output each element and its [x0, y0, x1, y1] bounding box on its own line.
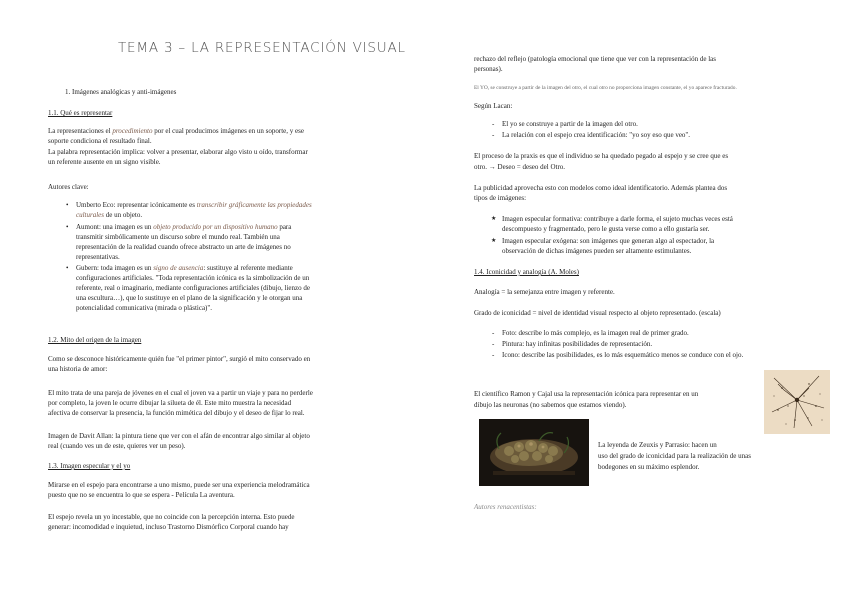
- paragraph-line: tipos de imágenes:: [474, 194, 527, 202]
- list-item: • Aumont: una imagen es un objeto producido por un dispositivo humano para: [76, 223, 291, 232]
- paragraph-line: transmitir simbólicamente un discurso sobre el mundo real. También una: [76, 233, 280, 241]
- paragraph-line: culturales de un objeto.: [76, 211, 143, 219]
- list-item: 1. Imágenes analógicas y anti-imágenes: [65, 88, 177, 96]
- paragraph-line: rechazo del reflejo (patología emocional que tiene que ver con la representación de las: [474, 55, 716, 63]
- paragraph-line: bodegones en su máximo esplendor.: [598, 463, 700, 471]
- page-title: TEMA 3 – LA REPRESENTACIÓN VISUAL: [118, 40, 406, 56]
- paragraph-line: dibujo las neuronas (no sabemos que estamos viendo).: [474, 401, 627, 409]
- paragraph-line: El espejo revela un yo incestable, que no coincide con la percepción interna. Esto puede: [48, 513, 295, 521]
- section-heading: 1.3. Imagen especular y el yo: [48, 462, 131, 470]
- note-text: El YO, se construye a partir de la imagen del otro, el cual otro no proporciona imagen constante, el yo aparece fracturado.: [474, 85, 737, 91]
- autores-label: Autores clave:: [48, 183, 89, 191]
- still-life-painting-image: [479, 419, 589, 486]
- paragraph-line: El proceso de la praxis es que el individuo se ha quedado pegado al espejo y se cree que es: [474, 152, 729, 160]
- paragraph-line: representación de la realidad cuando ofrece abstracto un arte de imágenes no: [76, 243, 291, 251]
- list-item: ★ Imagen especular formativa: contribuye a darle forma, el sujeto muchas veces está: [502, 215, 733, 224]
- lacan-label: Según Lacan:: [474, 102, 513, 110]
- list-item: - La relación con el espejo crea identificación: "yo soy eso que veo".: [502, 131, 690, 140]
- list-item: - Foto: describe lo más complejo, es la imagen real de primer grado.: [502, 329, 689, 338]
- list-item: ★ Imagen especular exógena: son imágenes que generan algo al espectador, la: [502, 237, 714, 246]
- paragraph-line: puesto que no se encuentra lo que se espera - Película La aventura.: [48, 491, 235, 499]
- paragraph-line: El científico Ramon y Cajal usa la representación icónica para representar en un: [474, 390, 699, 398]
- paragraph-line: representativas.: [76, 253, 120, 261]
- paragraph-line: personas).: [474, 65, 503, 73]
- paragraph-line: La representaciones el procedimiento por el cual producimos imágenes en un soporte, y ese: [48, 127, 304, 135]
- paragraph-line: una escultura…), que lo sustituye en el plano de la significación y le otorgan una: [76, 294, 303, 302]
- paragraph-line: descompuesto y fragmentado, pero le gusta verse como a ello gustaría ser.: [502, 225, 710, 233]
- paragraph-line: observación de dichas imágenes pueden ser altamente estimulantes.: [502, 247, 692, 255]
- paragraph-line: La leyenda de Zeuxis y Parrasio: hacen un: [598, 441, 717, 449]
- list-item: • Umberto Eco: representar icónicamente es transcribir gráficamente las propiedades: [76, 201, 312, 210]
- paragraph-line: afectiva de conservar la presencia, la función mimética del dibujo y el deseo de fijar lo real.: [48, 409, 305, 417]
- paragraph-line: una historia de amor:: [48, 365, 108, 373]
- paragraph-line: Analogía = la semejanza entre imagen y referente.: [474, 288, 615, 296]
- list-item: • Gubern: toda imagen es un signo de ausencia: sustituye al referente mediante: [76, 264, 293, 273]
- paragraph-line: potencialidad comunicativa (mirada o plástica)".: [76, 304, 212, 312]
- paragraph-line: configuraciones artificiales. "Toda representación icónica es la simbolización de un: [76, 274, 310, 282]
- paragraph-line: un referente ausente en un signo visible.: [48, 158, 161, 166]
- paragraph-line: Grado de iconicidad = nivel de identidad visual respecto al objeto representado. (escala): [474, 309, 721, 317]
- paragraph-line: soporte condiciona el resultado final.: [48, 137, 152, 145]
- paragraph-line: La publicidad aprovecha esto con modelos como ideal identificatorio. Además plantea dos: [474, 184, 728, 192]
- paragraph-line: Autores renacentistas:: [474, 503, 537, 511]
- paragraph-line: Como se desconoce históricamente quién fue "el primer pintor", surgió el mito conservado en: [48, 355, 311, 363]
- section-heading: 1.1. Qué es representar: [48, 109, 113, 117]
- list-item: - Icono: describe las posibilidades, es lo más esquemático menos se conduce con el ojo.: [502, 351, 743, 360]
- paragraph-line: La palabra representación implica: volver a presentar, elaborar algo visto u oído, transformar: [48, 148, 308, 156]
- paragraph-line: generar: incomodidad e inquietud, incluso Trastorno Dismórfico Corporal cuando hay: [48, 523, 289, 531]
- paragraph-line: por completo, la joven le ocurre dibujar la silueta de él. Este mito muestra la necesidad: [48, 399, 292, 407]
- paragraph-line: Imagen de Davit Allan: la pintura tiene que ver con el afán de encontrar algo similar al objeto: [48, 432, 310, 440]
- list-item: - El yo se construye a partir de la imagen del otro.: [502, 120, 638, 129]
- paragraph-line: real (cuando ves un de este, quieres ver un peso).: [48, 442, 186, 450]
- paragraph-line: referente, real o imaginario, mediante configuraciones artificiales (dibujo, lienzo de: [76, 284, 311, 292]
- paragraph-line: Mirarse en el espejo para encontrarse a uno mismo, puede ser una experiencia melodramática: [48, 481, 310, 489]
- section-heading: 1.4. Iconicidad y analogía (A. Moles): [474, 268, 579, 276]
- paragraph-line: uso del grado de iconicidad para la realización de unas: [598, 452, 751, 460]
- paragraph-line: otro. → Deseo = deseo del Otro.: [474, 163, 566, 171]
- list-item: - Pintura: hay infinitas posibilidades de representación.: [502, 340, 652, 349]
- paragraph-line: El mito trata de una pareja de jóvenes en el cual el joven va a partir un viaje y para no perderle: [48, 389, 313, 397]
- neuron-drawing-image: [764, 370, 830, 434]
- section-heading: 1.2. Mito del origen de la imagen: [48, 336, 142, 344]
